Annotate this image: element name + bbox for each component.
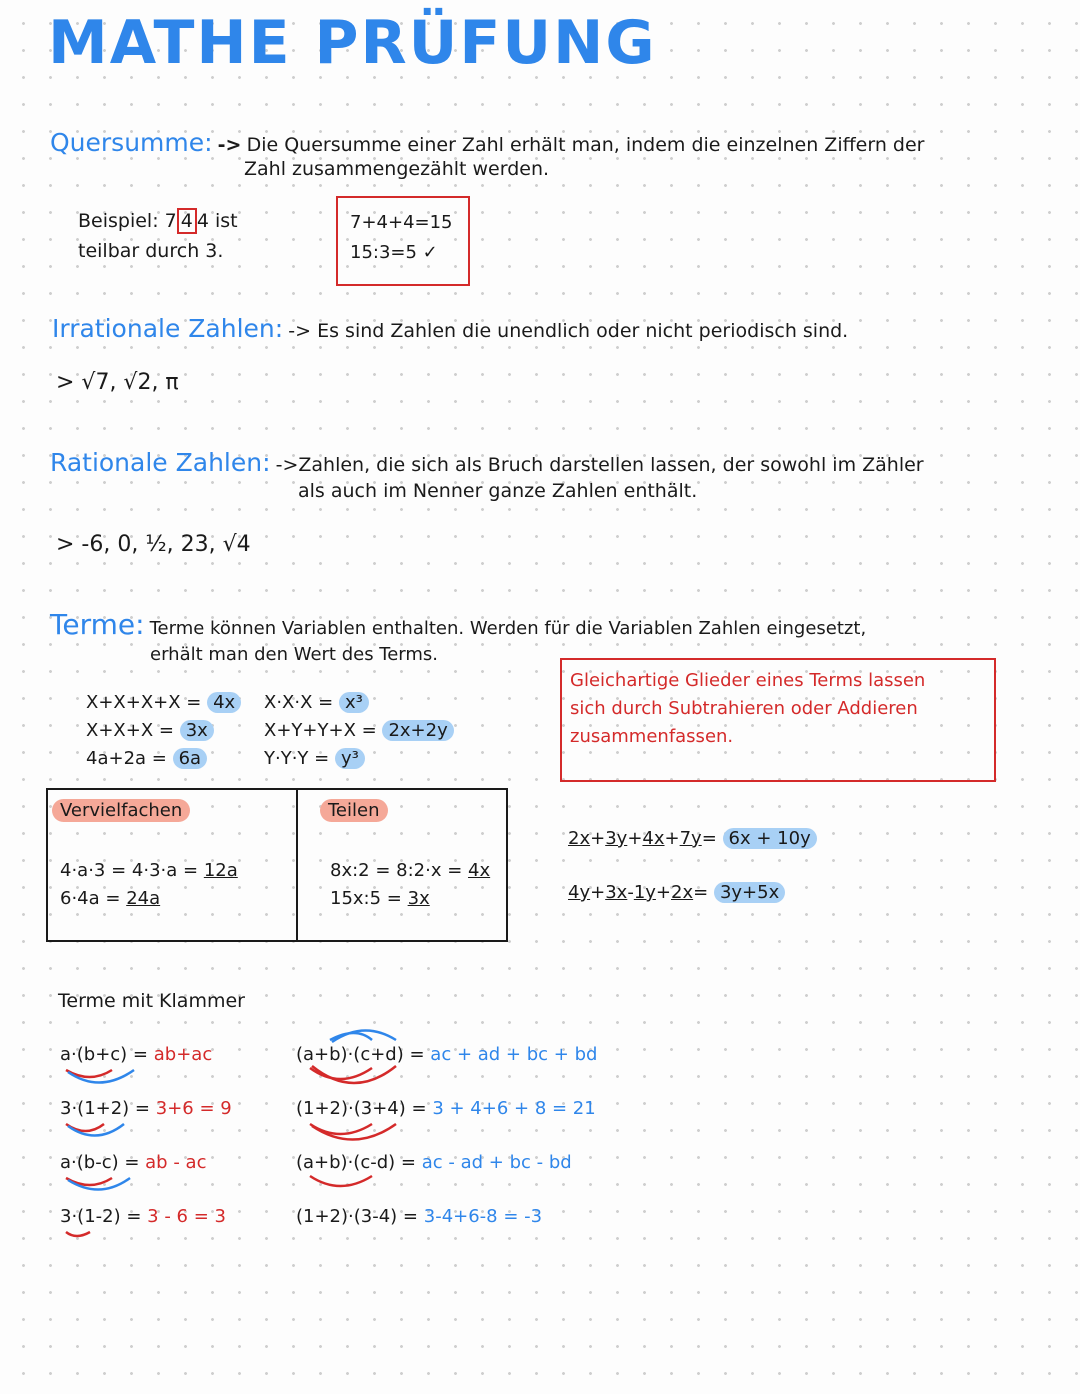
terme-definition-line1: Terme können Variablen enthalten. Werden für die Variablen Zahlen eingesetzt,: [149, 618, 867, 639]
rational-definition-line1: ->Zahlen, die sich als Bruch darstellen lassen, der sowohl im Zähler: [275, 454, 924, 476]
klammer-right-row: (1+2)·(3-4) = 3-4+6-8 = -3: [296, 1206, 543, 1227]
klammer-heading: Terme mit Klammer: [58, 990, 245, 1012]
combine-example-2: 4y+3x-1y+2x= 3y+5x: [568, 882, 785, 903]
klammer-left-row: a·(b+c) = ab+ac: [60, 1044, 213, 1065]
note-line1: Gleichartige Glieder eines Terms lassen: [570, 670, 926, 691]
quersumme-definition-line1: Die Quersumme einer Zahl erhält man, indem die einzelnen Ziffern der: [246, 134, 925, 156]
calc-line2: 15:3=5 ✓: [350, 242, 438, 263]
rational-heading: Rationale Zahlen:: [50, 448, 271, 477]
boxed-digit: 4: [177, 208, 197, 234]
term-example: X+X+X = 3x: [86, 720, 214, 741]
arrow: ->: [217, 134, 242, 156]
combine-result: 6x + 10y: [723, 828, 817, 849]
terme-heading: Terme:: [50, 608, 145, 641]
vervielfachen-label: Vervielfachen: [52, 800, 190, 821]
teilen-line1: 8x:2 = 8:2·x = 4x: [330, 860, 491, 881]
irrational-heading: Irrationale Zahlen:: [52, 314, 284, 343]
combine-result: 3y+5x: [714, 882, 785, 903]
combine-example-1: 2x+3y+4x+7y= 6x + 10y: [568, 828, 817, 849]
page-title: MATHE PRÜFUNG: [48, 8, 657, 78]
vervielfachen-line1: 4·a·3 = 4·3·a = 12a: [60, 860, 238, 881]
terme-definition-line2: erhält man den Wert des Terms.: [150, 644, 439, 665]
term-result: x³: [339, 692, 369, 713]
term-example: Y·Y·Y = y³: [264, 748, 365, 769]
klammer-right-row: (1+2)·(3+4) = 3 + 4+6 + 8 = 21: [296, 1098, 596, 1119]
rational-definition-line2: als auch im Nenner ganze Zahlen enthält.: [298, 480, 698, 502]
klammer-right-row: (a+b)·(c-d) = ac - ad + bc - bd: [296, 1152, 572, 1173]
term-result: 3x: [180, 720, 214, 741]
klammer-left-row: 3·(1-2) = 3 - 6 = 3: [60, 1206, 226, 1227]
term-example: 4a+2a = 6a: [86, 748, 207, 769]
calc-line1: 7+4+4=15: [350, 212, 453, 233]
teilen-line2: 15x:5 = 3x: [330, 888, 430, 909]
term-example: X·X·X = x³: [264, 692, 369, 713]
example-text-end: 4 ist: [196, 210, 238, 232]
term-example: X+X+X+X = 4x: [86, 692, 241, 713]
quersumme-heading: Quersumme:: [50, 128, 213, 157]
rational-examples: > -6, 0, ½, 23, √4: [56, 532, 251, 557]
teilen-label: Teilen: [320, 800, 388, 821]
note-line2: sich durch Subtrahieren oder Addieren: [570, 698, 918, 719]
term-result: 4x: [207, 692, 241, 713]
quersumme-definition-line2: Zahl zusammengezählt werden.: [244, 158, 550, 180]
term-result: 2x+2y: [382, 720, 453, 741]
term-result: 6a: [173, 748, 207, 769]
klammer-right-row: (a+b)·(c+d) = ac + ad + bc + bd: [296, 1044, 598, 1065]
irrational-examples: > √7, √2, π: [56, 370, 179, 395]
klammer-left-row: a·(b-c) = ab - ac: [60, 1152, 207, 1173]
vervielfachen-line2: 6·4a = 24a: [60, 888, 161, 909]
note-line3: zusammenfassen.: [570, 726, 734, 747]
irrational-definition: -> Es sind Zahlen die unendlich oder nicht periodisch sind.: [288, 320, 849, 342]
term-result: y³: [335, 748, 365, 769]
klammer-left-row: 3·(1+2) = 3+6 = 9: [60, 1098, 232, 1119]
quersumme-example-line2: teilbar durch 3.: [78, 240, 224, 262]
term-example: X+Y+Y+X = 2x+2y: [264, 720, 454, 741]
example-text: Beispiel: 7: [78, 210, 177, 232]
